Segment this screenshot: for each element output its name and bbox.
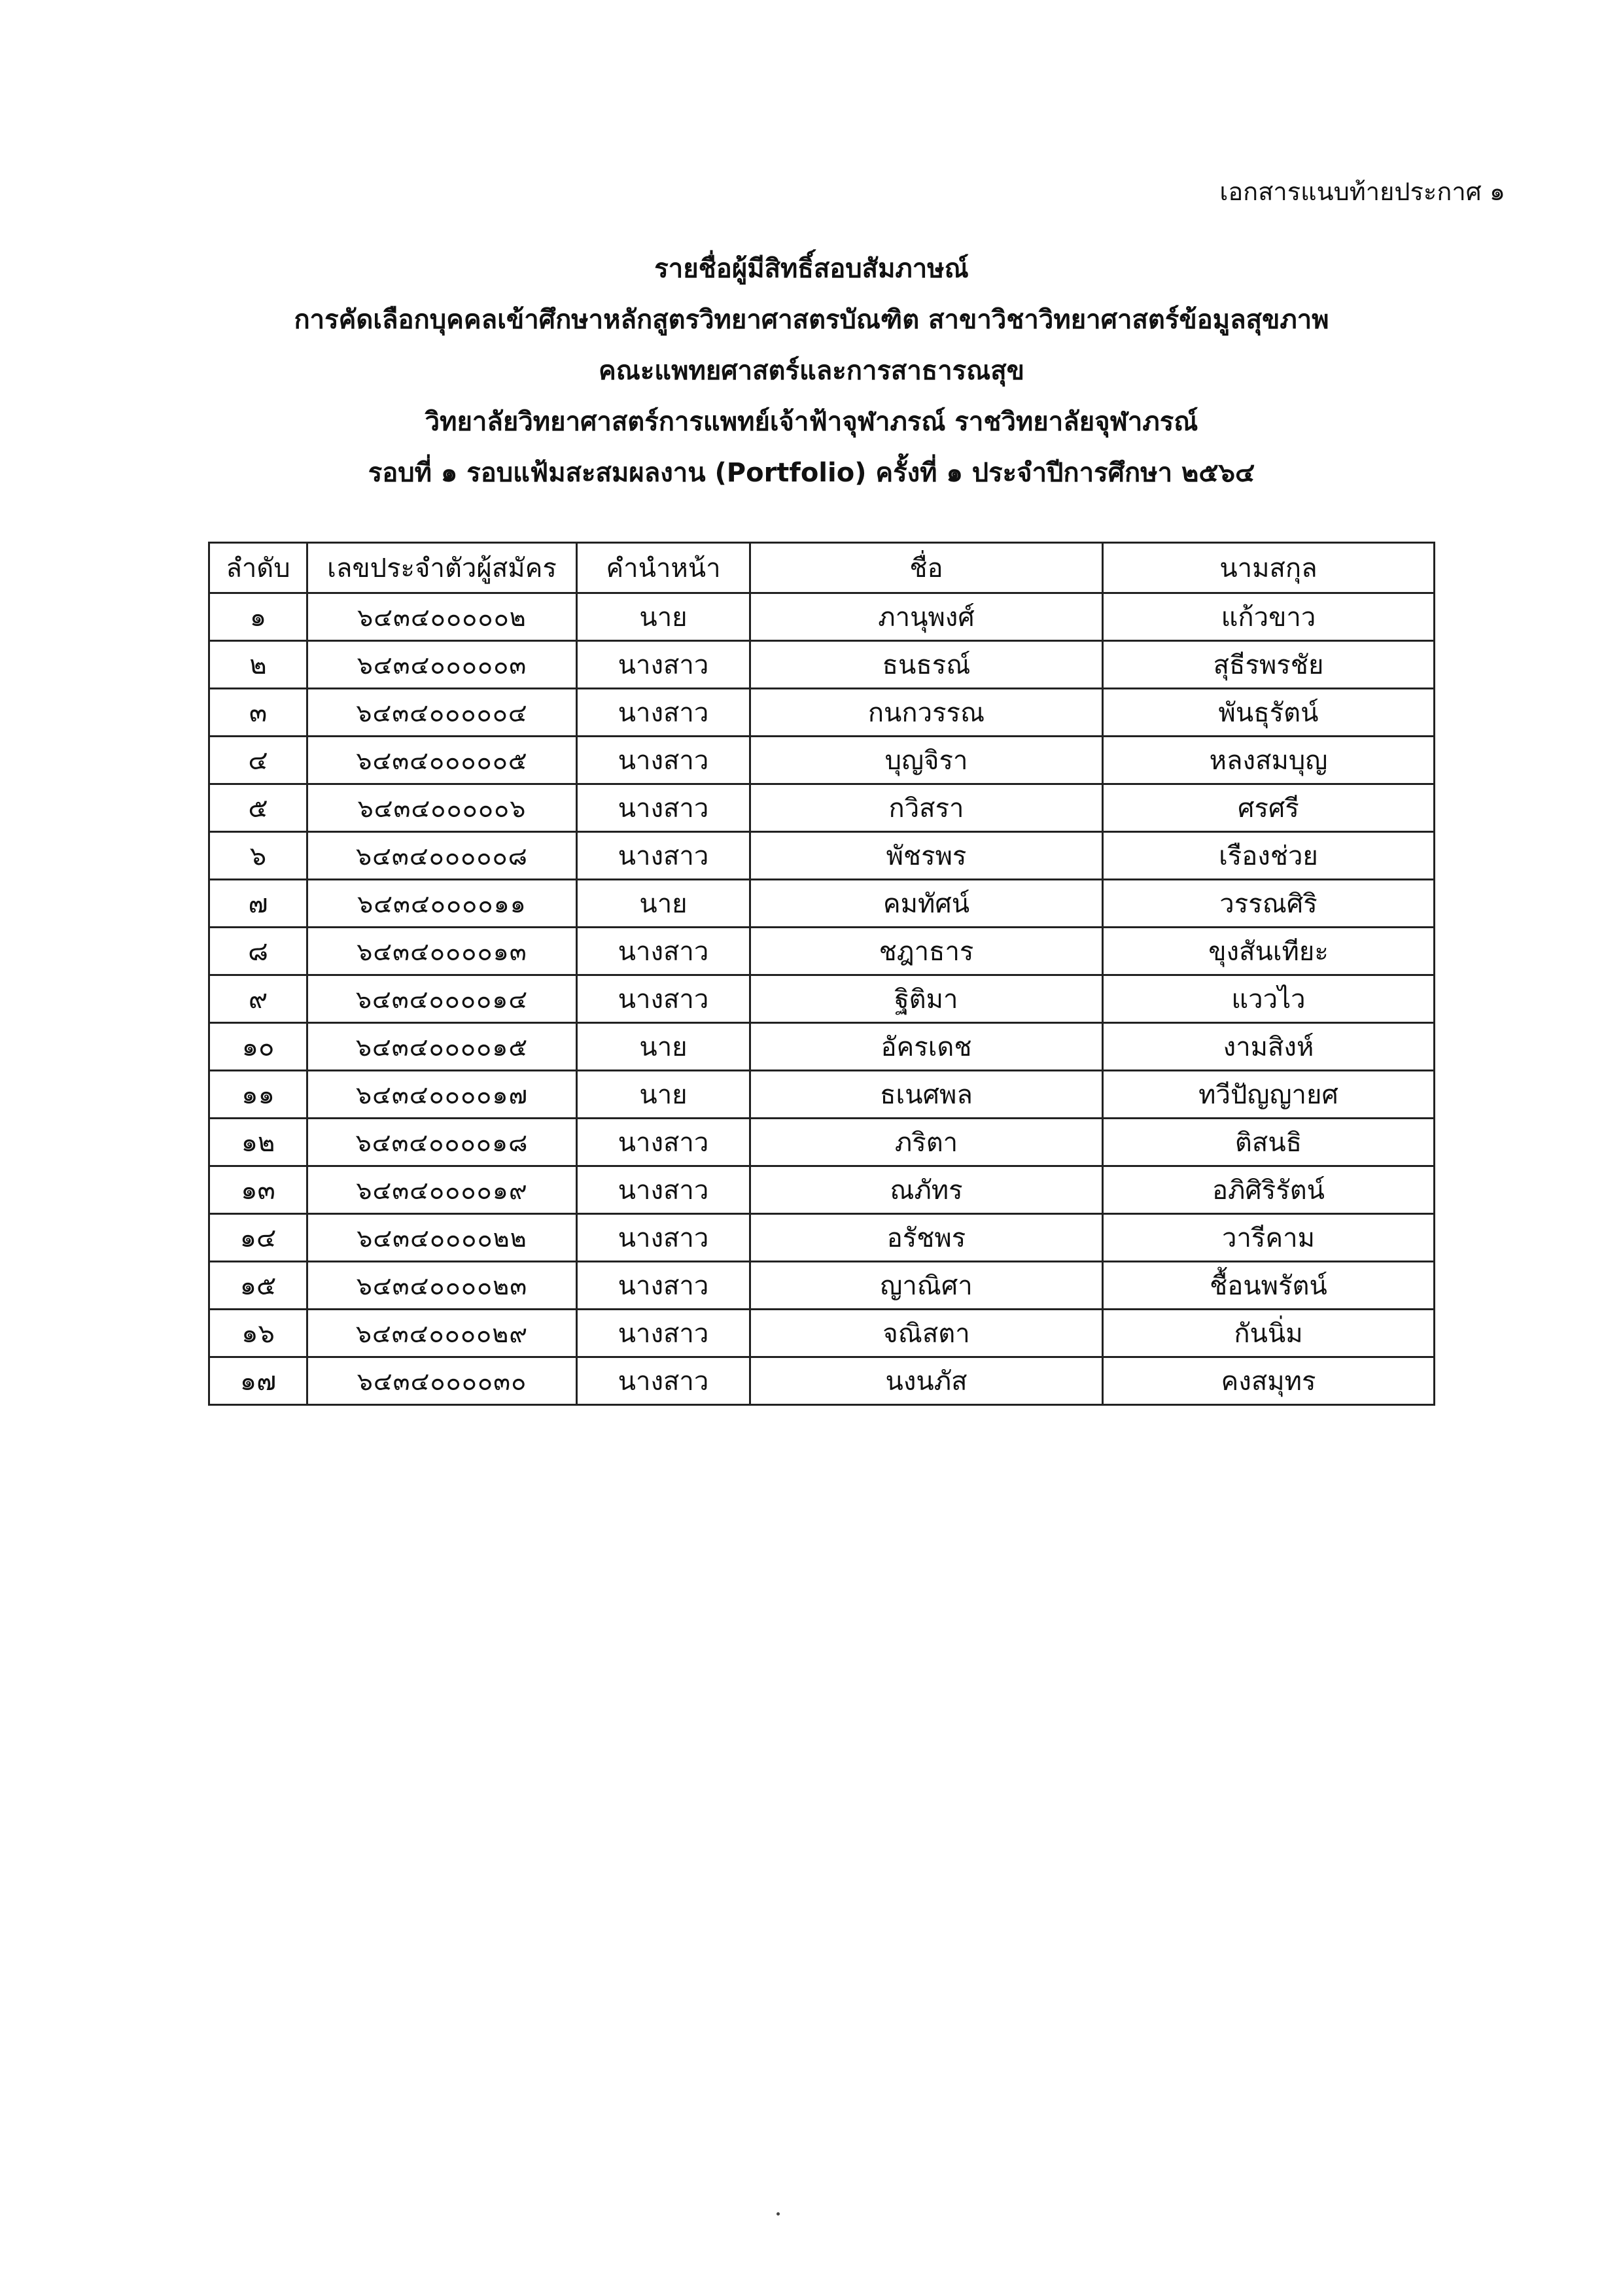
cell-applicant-id: ๖๔๓๔๐๐๐๐๑๓ (307, 928, 577, 975)
cell-first-name: ชฎาธาร (750, 928, 1103, 975)
cell-first-name: นงนภัส (750, 1357, 1103, 1405)
cell-applicant-id: ๖๔๓๔๐๐๐๐๐๕ (307, 737, 577, 784)
cell-last-name: แก้วขาว (1103, 593, 1435, 641)
table-row (209, 1214, 1435, 1262)
cell-last-name: พันธุรัตน์ (1103, 689, 1435, 737)
cell-first-name: จณิสตา (750, 1310, 1103, 1357)
footer-dot (777, 2212, 780, 2216)
cell-first-name: ภานุพงศ์ (750, 593, 1103, 641)
cell-title: นางสาว (577, 784, 750, 832)
cell-order: ๑๒ (209, 1119, 307, 1166)
table-row (209, 1262, 1435, 1310)
attachment-label: เอกสารแนบท้ายประกาศ ๑ (1219, 177, 1505, 206)
cell-title: นาย (577, 1023, 750, 1071)
cell-last-name: คงสมุทร (1103, 1357, 1435, 1405)
cell-first-name: ฐิติมา (750, 975, 1103, 1023)
cell-title: นางสาว (577, 1214, 750, 1262)
cell-title: นางสาว (577, 1166, 750, 1214)
cell-applicant-id: ๖๔๓๔๐๐๐๐๒๓ (307, 1262, 577, 1310)
cell-first-name: อรัชพร (750, 1214, 1103, 1262)
cell-first-name: ธเนศพล (750, 1071, 1103, 1119)
cell-order: ๘ (209, 928, 307, 975)
cell-order: ๑๐ (209, 1023, 307, 1071)
cell-first-name: อัครเดช (750, 1023, 1103, 1071)
table-row (209, 1357, 1435, 1405)
cell-applicant-id: ๖๔๓๔๐๐๐๐๑๕ (307, 1023, 577, 1071)
cell-order: ๒ (209, 641, 307, 689)
cell-order: ๔ (209, 737, 307, 784)
cell-title: นางสาว (577, 641, 750, 689)
cell-order: ๑๑ (209, 1071, 307, 1119)
cell-last-name: หลงสมบุญ (1103, 737, 1435, 784)
cell-applicant-id: ๖๔๓๔๐๐๐๐๑๗ (307, 1071, 577, 1119)
cell-last-name: เรืองช่วย (1103, 832, 1435, 880)
cell-applicant-id: ๖๔๓๔๐๐๐๐๐๔ (307, 689, 577, 737)
table-row (209, 1023, 1435, 1071)
table-row (209, 1310, 1435, 1357)
cell-last-name: งามสิงห์ (1103, 1023, 1435, 1071)
cell-title: นางสาว (577, 975, 750, 1023)
cell-last-name: กันนิ่ม (1103, 1310, 1435, 1357)
cell-order: ๑๗ (209, 1357, 307, 1405)
heading-program: การคัดเลือกบุคคลเข้าศึกษาหลักสูตรวิทยาศาสตรบัณฑิต สาขาวิชาวิทยาศาสตร์ข้อมูลสุขภาพ (294, 305, 1329, 335)
cell-applicant-id: ๖๔๓๔๐๐๐๐๒๙ (307, 1310, 577, 1357)
column-header-title: คำนำหน้า (577, 543, 750, 593)
cell-order: ๑๔ (209, 1214, 307, 1262)
cell-applicant-id: ๖๔๓๔๐๐๐๐๒๒ (307, 1214, 577, 1262)
cell-title: นางสาว (577, 689, 750, 737)
column-header-last-name: นามสกุล (1103, 543, 1435, 593)
column-header-first-name: ชื่อ (750, 543, 1103, 593)
cell-order: ๗ (209, 880, 307, 928)
table-row (209, 689, 1435, 737)
cell-title: นางสาว (577, 737, 750, 784)
cell-title: นาย (577, 1071, 750, 1119)
cell-order: ๑๕ (209, 1262, 307, 1310)
table-row (209, 928, 1435, 975)
cell-first-name: บุญจิรา (750, 737, 1103, 784)
cell-last-name: ติสนธิ (1103, 1119, 1435, 1166)
cell-first-name: กนกวรรณ (750, 689, 1103, 737)
cell-order: ๑ (209, 593, 307, 641)
column-header-order: ลำดับ (209, 543, 307, 593)
cell-applicant-id: ๖๔๓๔๐๐๐๐๓๐ (307, 1357, 577, 1405)
cell-order: ๕ (209, 784, 307, 832)
candidate-table (208, 542, 1435, 1406)
table-row (209, 737, 1435, 784)
table-row (209, 1071, 1435, 1119)
cell-first-name: พัชรพร (750, 832, 1103, 880)
cell-title: นางสาว (577, 1357, 750, 1405)
heading-round: รอบที่ ๑ รอบแฟ้มสะสมผลงาน (Portfolio) ครั้งที่ ๑ ประจำปีการศึกษา ๒๕๖๔ (368, 458, 1255, 488)
table-row (209, 832, 1435, 880)
cell-applicant-id: ๖๔๓๔๐๐๐๐๑๘ (307, 1119, 577, 1166)
cell-applicant-id: ๖๔๓๔๐๐๐๐๑๔ (307, 975, 577, 1023)
cell-first-name: ภริตา (750, 1119, 1103, 1166)
table-row (209, 1166, 1435, 1214)
cell-last-name: ชื้อนพรัตน์ (1103, 1262, 1435, 1310)
cell-first-name: กวิสรา (750, 784, 1103, 832)
cell-first-name: ณภัทร (750, 1166, 1103, 1214)
cell-title: นาย (577, 593, 750, 641)
cell-applicant-id: ๖๔๓๔๐๐๐๐๑๙ (307, 1166, 577, 1214)
cell-title: นาย (577, 880, 750, 928)
cell-last-name: อภิศิริรัตน์ (1103, 1166, 1435, 1214)
cell-last-name: ทวีปัญญายศ (1103, 1071, 1435, 1119)
cell-title: นางสาว (577, 1119, 750, 1166)
heading-college: วิทยาลัยวิทยาศาสตร์การแพทย์เจ้าฟ้าจุฬาภรณ์ ราชวิทยาลัยจุฬาภรณ์ (425, 407, 1198, 437)
cell-first-name: ญาณิศา (750, 1262, 1103, 1310)
cell-applicant-id: ๖๔๓๔๐๐๐๐๐๒ (307, 593, 577, 641)
cell-last-name: วารีคาม (1103, 1214, 1435, 1262)
cell-title: นางสาว (577, 1262, 750, 1310)
cell-first-name: คมทัศน์ (750, 880, 1103, 928)
cell-title: นางสาว (577, 1310, 750, 1357)
cell-last-name: วรรณศิริ (1103, 880, 1435, 928)
cell-last-name: แววไว (1103, 975, 1435, 1023)
cell-applicant-id: ๖๔๓๔๐๐๐๐๐๖ (307, 784, 577, 832)
cell-title: นางสาว (577, 928, 750, 975)
heading-title: รายชื่อผู้มีสิทธิ์สอบสัมภาษณ์ (654, 254, 969, 284)
cell-last-name: ศรศรี (1103, 784, 1435, 832)
cell-last-name: ขุงสันเทียะ (1103, 928, 1435, 975)
table-row (209, 641, 1435, 689)
cell-order: ๖ (209, 832, 307, 880)
table-row (209, 1119, 1435, 1166)
table-row (209, 784, 1435, 832)
heading-faculty: คณะแพทยศาสตร์และการสาธารณสุข (598, 356, 1025, 386)
cell-last-name: สุธีรพรชัย (1103, 641, 1435, 689)
cell-order: ๑๓ (209, 1166, 307, 1214)
table-row (209, 975, 1435, 1023)
column-header-applicant-id: เลขประจำตัวผู้สมัคร (307, 543, 577, 593)
cell-order: ๓ (209, 689, 307, 737)
cell-order: ๑๖ (209, 1310, 307, 1357)
table-header-row (209, 543, 1435, 593)
cell-order: ๙ (209, 975, 307, 1023)
cell-applicant-id: ๖๔๓๔๐๐๐๐๐๘ (307, 832, 577, 880)
cell-title: นางสาว (577, 832, 750, 880)
cell-applicant-id: ๖๔๓๔๐๐๐๐๐๓ (307, 641, 577, 689)
document-heading (0, 243, 1623, 498)
cell-applicant-id: ๖๔๓๔๐๐๐๐๑๑ (307, 880, 577, 928)
table-row (209, 880, 1435, 928)
cell-first-name: ธนธรณ์ (750, 641, 1103, 689)
table-row (209, 593, 1435, 641)
